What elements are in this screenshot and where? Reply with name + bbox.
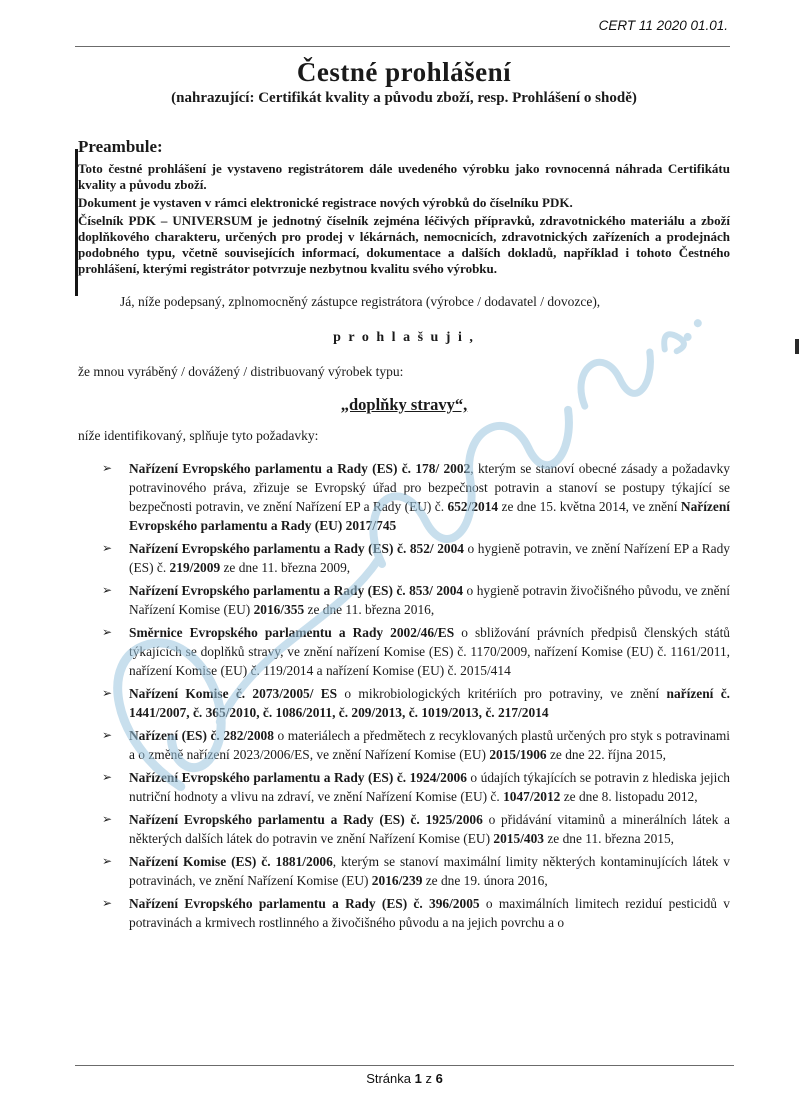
requirement-item: ➢ Nařízení Evropského parlamentu a Rady (ES) č. 1924/2006 o údajích týkajících se potravin z hlediska jejich nutriční hodnoty a vlivu na zdraví, ve znění Nařízení Komise (EU) č. 1047/2012 ze dne 8. listopadu 2012, [102, 770, 730, 804]
requirement-item: ➢ Nařízení Evropského parlamentu a Rady (ES) č. 396/2005 o maximálních limitech reziduí pesticidů v potravinách a krmivech rostlinného a živočišného původu a na jejich povrchu a o [102, 896, 730, 930]
arrow-bullet-icon: ➢ [102, 770, 113, 784]
requirement-item: ➢ Nařízení Evropského parlamentu a Rady (ES) č. 178/ 2002, kterým se stanoví obecné zásady a požadavky potravinového práva, zřizuje se Evropský úřad pro bezpečnost potravin a stanoví se postupy týkající se bezpečnosti potravin, ve znění Nařízení EP a Rady (EU) č. 652/2014 ze dne 15. května 2014, ve znění Nařízení Evropského parlamentu a Rady (EU) 2017/745 [102, 461, 730, 533]
arrow-bullet-icon: ➢ [102, 541, 113, 555]
arrow-bullet-icon: ➢ [102, 461, 113, 475]
arrow-bullet-icon: ➢ [102, 728, 113, 742]
header-rule [75, 46, 730, 47]
page-footer [75, 1065, 734, 1086]
page-number-text: Stránka 1 z 6 [366, 1071, 443, 1086]
scan-artifact-right-mark [795, 339, 799, 354]
requirements-intro: níže identifikovaný, splňuje tyto požadavky: [78, 428, 319, 443]
requirements-list [78, 459, 730, 932]
preamble-paragraph: Číselník PDK – UNIVERSUM je jednotný číselník zejména léčivých přípravků, zdravotnického materiálu a zboží doplňkového charakteru, určených pro prodej v lékárnách, nemocnicích, zdravotnických zařízeních a prodejnách podobného typu, včetně souvisejících informací, dokumentace a dalších dokladů, například i tohoto Čestného prohlášení, kterými registrátor potvrzuje nezbytnou kvalitu svého výrobku. [78, 213, 730, 276]
requirement-item: ➢ Nařízení Evropského parlamentu a Rady (ES) č. 1925/2006 o přidávání vitaminů a minerálních látek a některých dalších látek do potravin ve znění Nařízení Komise (EU) 2015/403 ze dne 11. března 2015, [102, 812, 730, 846]
arrow-bullet-icon: ➢ [102, 812, 113, 826]
requirement-item: ➢ Nařízení (ES) č. 282/2008 o materiálech a předmětech z recyklovaných plastů určených pro styk s potravinami a o změně nařízení 2023/2006/ES, ve znění Nařízení Komise (EU) 2015/1906 ze dne 22. října 2015, [102, 728, 730, 762]
product-type: „doplňky stravy“, [340, 395, 468, 414]
page-title: Čestné prohlášení [296, 57, 512, 87]
requirement-item: ➢ Nařízení Komise (ES) č. 1881/2006, kterým se stanoví maximální limity některých kontaminujících látek v potravinách, ve znění Nařízení Komise (EU) 2016/239 ze dne 19. února 2016, [102, 854, 730, 888]
arrow-bullet-icon: ➢ [102, 583, 113, 597]
scan-artifact-left-line [75, 149, 78, 296]
page-subtitle: (nahrazující: Certifikát kvality a původu zboží, resp. Prohlášení o shodě) [171, 90, 637, 106]
arrow-bullet-icon: ➢ [102, 854, 113, 868]
arrow-bullet-icon: ➢ [102, 625, 113, 639]
declaration-verb: p r o h l a š u j i , [333, 330, 475, 345]
requirement-item: ➢ Směrnice Evropského parlamentu a Rady 2002/46/ES o sbližování právních předpisů členských států týkajících se doplňků stravy, ve znění nařízení Komise (ES) č. 1170/2009, nařízení Komise (EU) č. 1161/2011, nařízení Komise (EU) č. 119/2014 a nařízení Komise (EU) č. 2015/414 [102, 625, 730, 678]
arrow-bullet-icon: ➢ [102, 686, 113, 700]
requirement-item: ➢ Nařízení Evropského parlamentu a Rady (ES) č. 853/ 2004 o hygieně potravin živočišného původu, ve znění Nařízení Komise (EU) 2016/355 ze dne 11. března 2016, [102, 583, 730, 617]
preamble-paragraphs [78, 161, 730, 277]
requirement-item: ➢ Nařízení Komise č. 2073/2005/ ES o mikrobiologických kritériích pro potraviny, ve znění nařízení č. 1441/2007, č. 365/2010, č. 1086/2011, č. 209/2013, č. 1019/2013, č. 217/2014 [102, 686, 730, 720]
product-line: že mnou vyráběný / dovážený / distribuovaný výrobek typu: [78, 364, 404, 379]
declaration-intro: Já, níže podepsaný, zplnomocněný zástupce registrátora (výrobce / dodavatel / dovozce), [120, 294, 601, 309]
arrow-bullet-icon: ➢ [102, 896, 113, 910]
preamble-heading: Preambule: [78, 137, 163, 156]
preamble-paragraph: Toto čestné prohlášení je vystaveno registrátorem dále uvedeného výrobku jako rovnocenná náhrada Certifikátu kvality a původu zboží. [78, 161, 730, 192]
requirement-item: ➢ Nařízení Evropského parlamentu a Rady (ES) č. 852/ 2004 o hygieně potravin, ve znění Nařízení EP a Rady (ES) č. 219/2009 ze dne 11. března 2009, [102, 541, 730, 575]
preamble-paragraph: Dokument je vystaven v rámci elektronické registrace nových výrobků do číselníku PDK. [78, 195, 573, 210]
doc-code: CERT 11 2020 01.01. [598, 18, 728, 33]
